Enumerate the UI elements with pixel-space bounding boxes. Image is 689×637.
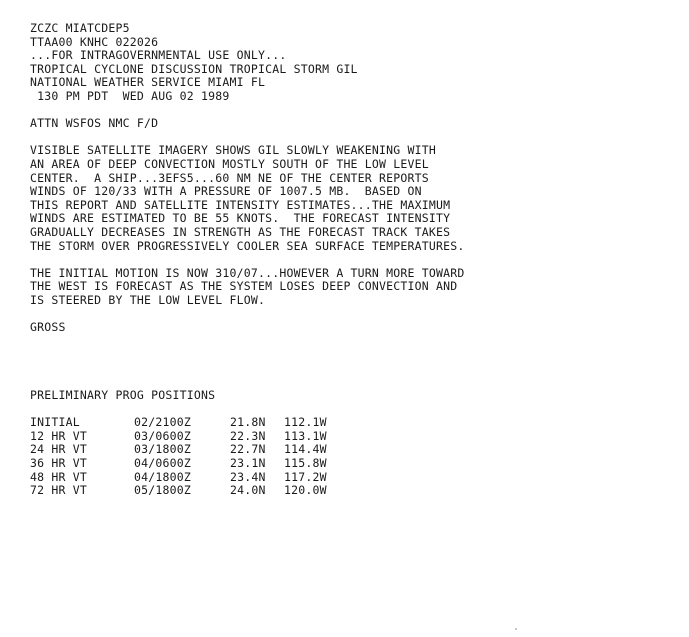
- position-lat: 23.4N: [230, 469, 266, 484]
- header-line: TROPICAL CYCLONE DISCUSSION TROPICAL STORM GIL: [30, 61, 358, 76]
- paragraph-line: AN AREA OF DEEP CONVECTION MOSTLY SOUTH OF THE LOW LEVEL: [30, 156, 429, 171]
- header-line: 130 PM PDT WED AUG 02 1989: [30, 88, 230, 103]
- position-time: 04/0600Z: [134, 456, 191, 471]
- paragraph-line: IS STEERED BY THE LOW LEVEL FLOW.: [30, 292, 266, 307]
- position-time: 02/2100Z: [134, 415, 191, 430]
- position-row: [30, 471, 364, 485]
- signature: GROSS: [30, 320, 66, 335]
- position-row: [30, 430, 364, 444]
- position-label: 48 HR VT: [30, 469, 87, 484]
- position-lon: 115.8W: [284, 456, 327, 471]
- prog-positions-table: [30, 416, 364, 498]
- paragraph-line: WINDS OF 120/33 WITH A PRESSURE OF 1007.5 MB. BASED ON: [30, 184, 422, 199]
- position-label: 72 HR VT: [30, 483, 87, 498]
- position-lon: 114.4W: [284, 442, 327, 457]
- paragraph-line: CENTER. A SHIP...3EFS5...60 NM NE OF THE CENTER REPORTS: [30, 170, 429, 185]
- position-time: 05/1800Z: [134, 483, 191, 498]
- position-lon: 120.0W: [284, 483, 327, 498]
- discussion-document: [30, 22, 680, 498]
- position-lon: 117.2W: [284, 469, 327, 484]
- header-line: ZCZC MIATCDEP5: [30, 21, 130, 35]
- position-label: INITIAL: [30, 415, 80, 430]
- attn-line: ATTN WSFOS NMC F/D: [30, 116, 159, 131]
- position-row: [30, 484, 364, 498]
- position-row: [30, 457, 364, 471]
- position-lat: 22.3N: [230, 428, 266, 443]
- position-time: 04/1800Z: [134, 469, 191, 484]
- paragraph-line: WINDS ARE ESTIMATED TO BE 55 KNOTS. THE FORECAST INTENSITY: [30, 211, 451, 226]
- scan-speck: [515, 628, 517, 630]
- header-block: [30, 22, 680, 104]
- prog-positions-title: PRELIMINARY PROG POSITIONS: [30, 388, 216, 403]
- discussion-paragraph-1: [30, 144, 680, 253]
- paragraph-line: THE INITIAL MOTION IS NOW 310/07...HOWEVER A TURN MORE TOWARD: [30, 265, 465, 280]
- paragraph-line: THIS REPORT AND SATELLITE INTENSITY ESTIMATES...THE MAXIMUM: [30, 197, 451, 212]
- position-lat: 21.8N: [230, 415, 266, 430]
- position-label: 24 HR VT: [30, 442, 87, 457]
- position-time: 03/0600Z: [134, 428, 191, 443]
- position-row: [30, 443, 364, 457]
- position-lat: 22.7N: [230, 442, 266, 457]
- header-line: ...FOR INTRAGOVERNMENTAL USE ONLY...: [30, 48, 287, 63]
- position-time: 03/1800Z: [134, 442, 191, 457]
- paragraph-line: THE STORM OVER PROGRESSIVELY COOLER SEA SURFACE TEMPERATURES.: [30, 238, 465, 253]
- position-lon: 113.1W: [284, 428, 327, 443]
- paragraph-line: VISIBLE SATELLITE IMAGERY SHOWS GIL SLOWLY WEAKENING WITH: [30, 143, 437, 158]
- header-line: NATIONAL WEATHER SERVICE MIAMI FL: [30, 75, 266, 90]
- position-lat: 24.0N: [230, 483, 266, 498]
- position-lon: 112.1W: [284, 415, 327, 430]
- paragraph-line: THE WEST IS FORECAST AS THE SYSTEM LOSES DEEP CONVECTION AND: [30, 279, 458, 294]
- header-line: TTAA00 KNHC 022026: [30, 34, 159, 49]
- position-row: [30, 416, 364, 430]
- position-label: 36 HR VT: [30, 456, 87, 471]
- position-label: 12 HR VT: [30, 428, 87, 443]
- position-lat: 23.1N: [230, 456, 266, 471]
- paragraph-line: GRADUALLY DECREASES IN STRENGTH AS THE FORECAST TRACK TAKES: [30, 224, 451, 239]
- discussion-paragraph-2: [30, 267, 680, 308]
